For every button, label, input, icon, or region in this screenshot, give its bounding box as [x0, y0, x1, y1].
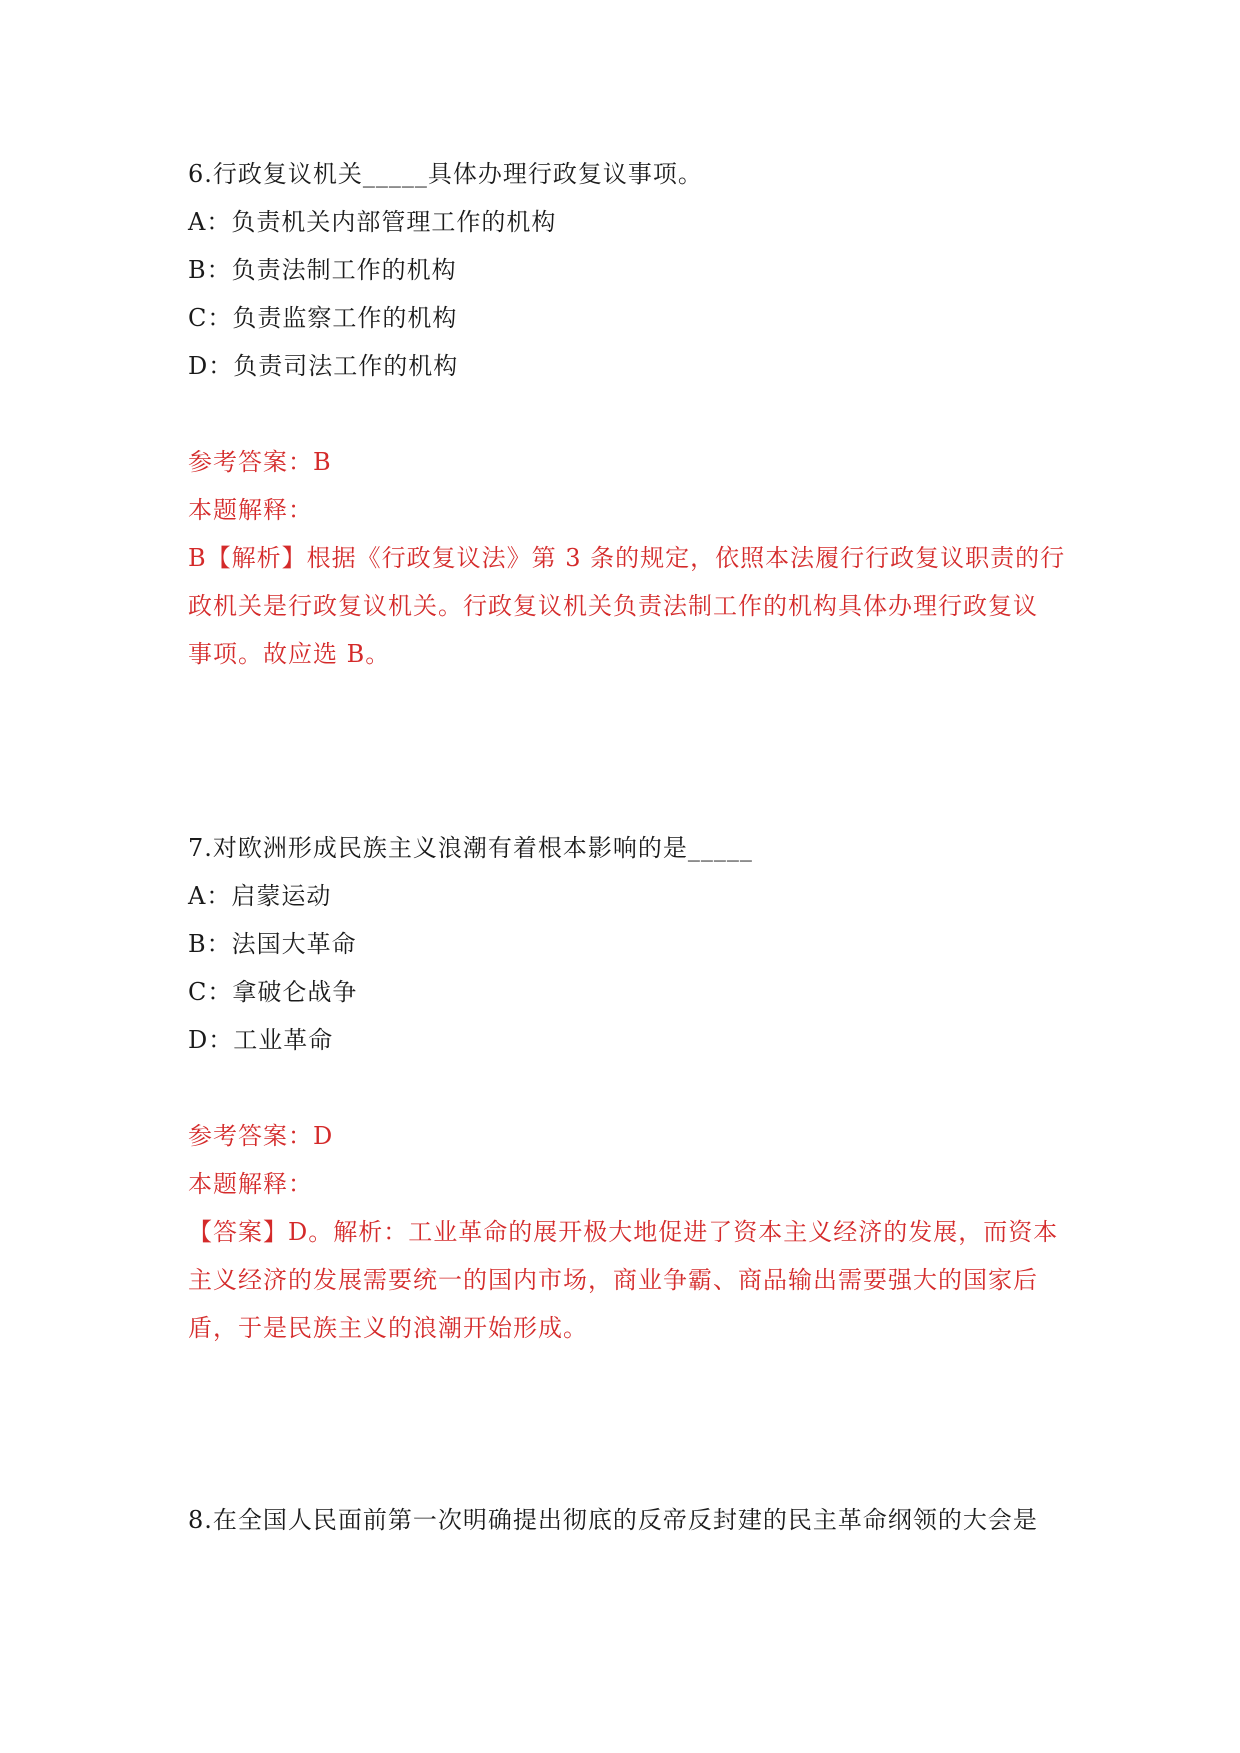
q7-option-b: B：法国大革命 — [188, 930, 357, 958]
q6-option-d: D：负责司法工作的机构 — [188, 352, 459, 380]
q6-explanation-line-1: B【解析】根据《行政复议法》第 3 条的规定，依照本法履行行政复议职责的行 — [188, 544, 1066, 572]
q7-explain-label: 本题解释： — [188, 1170, 313, 1198]
q7-answer: 参考答案：D — [188, 1122, 334, 1150]
question-6-text: 6.行政复议机关_____具体办理行政复议事项。 — [188, 160, 703, 188]
q7-explanation-line-3: 盾，于是民族主义的浪潮开始形成。 — [188, 1314, 588, 1342]
question-8-text: 8.在全国人民面前第一次明确提出彻底的反帝反封建的民主革命纲领的大会是 — [188, 1506, 1038, 1534]
q6-answer: 参考答案：B — [188, 448, 332, 476]
q7-option-c: C：拿破仑战争 — [188, 978, 358, 1006]
question-7-text: 7.对欧洲形成民族主义浪潮有着根本影响的是_____ — [188, 834, 753, 862]
q7-option-a: A：启蒙运动 — [188, 882, 332, 910]
q6-option-b: B：负责法制工作的机构 — [188, 256, 457, 284]
q6-option-a: A：负责机关内部管理工作的机构 — [188, 208, 557, 236]
q6-explain-label: 本题解释： — [188, 496, 313, 524]
q6-explanation-line-2: 政机关是行政复议机关。行政复议机关负责法制工作的机构具体办理行政复议 — [188, 592, 1038, 620]
q7-explanation-line-1: 【答案】D。解析：工业革命的展开极大地促进了资本主义经济的发展，而资本 — [188, 1218, 1059, 1246]
q7-explanation-line-2: 主义经济的发展需要统一的国内市场，商业争霸、商品输出需要强大的国家后 — [188, 1266, 1038, 1294]
q7-option-d: D：工业革命 — [188, 1026, 334, 1054]
q6-explanation-line-3: 事项。故应选 B。 — [188, 640, 391, 668]
q6-option-c: C：负责监察工作的机构 — [188, 304, 458, 332]
